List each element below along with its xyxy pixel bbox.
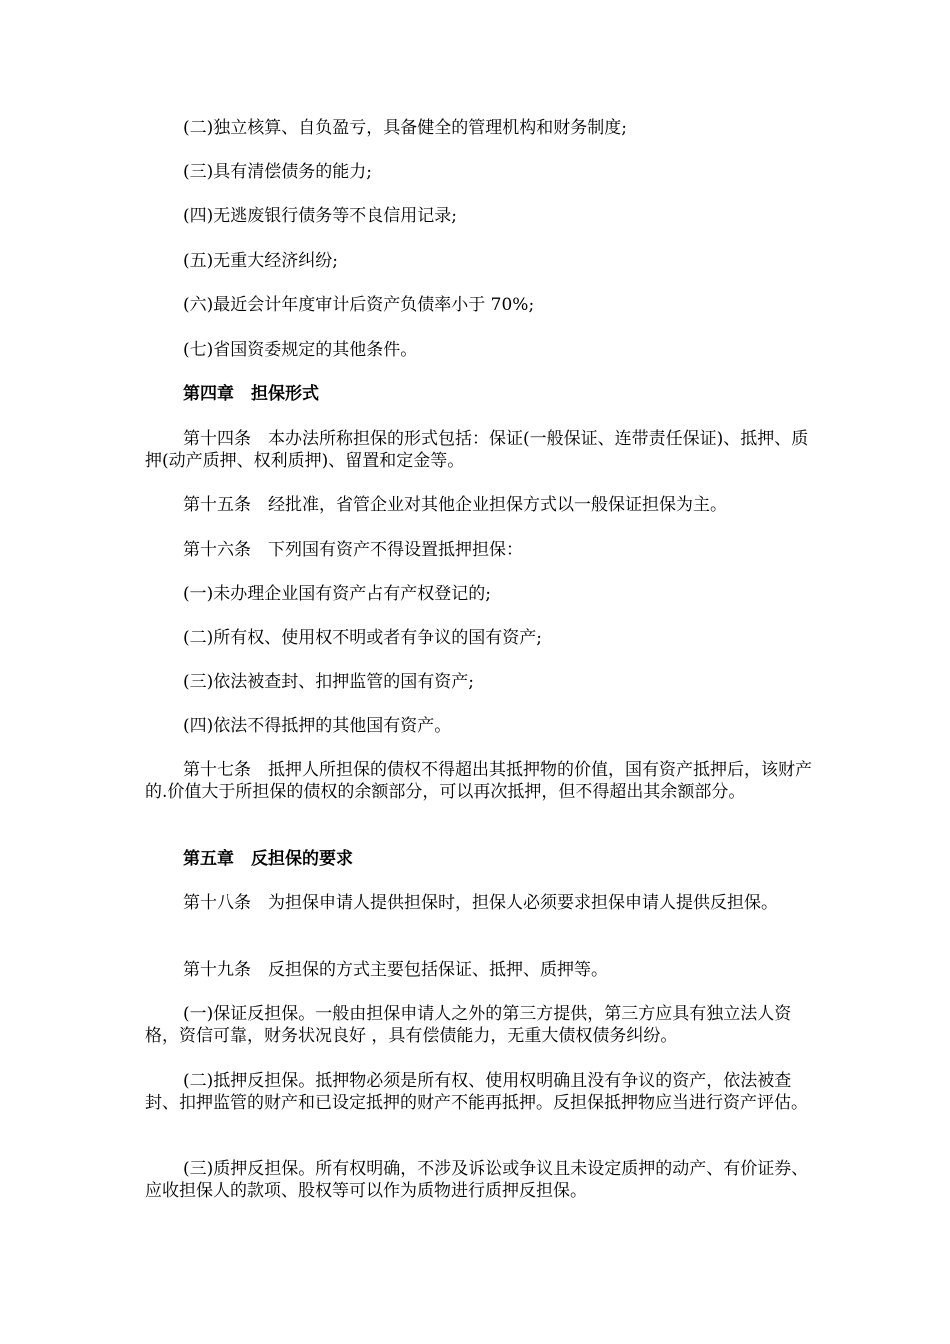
article-16-item-1: (一)未办理企业国有资产占有产权登记的; <box>183 584 491 604</box>
clause-6: (六)最近会计年度审计后资产负债率小于 70%; <box>183 295 535 315</box>
clause-4: (四)无逃废银行债务等不良信用记录; <box>183 206 457 226</box>
clause-5: (五)无重大经济纠纷; <box>183 251 338 271</box>
article-16-item-3: (三)依法被查封、扣押监管的国有资产; <box>183 672 474 692</box>
chapter-5-heading: 第五章 反担保的要求 <box>183 849 353 869</box>
article-19-item-1: (一)保证反担保。一般由担保申请人之外的第三方提供，第三方应具有独立法人资格，资信可靠，财务状况良好 ，具有偿债能力，无重大债权债务纠纷。 <box>145 1004 792 1046</box>
article-19: 第十九条 反担保的方式主要包括保证、抵押、质押等。 <box>183 960 608 980</box>
article-14: 第十四条 本办法所称担保的形式包括：保证(一般保证、连带责任保证)、抵押、质押(动产质押、权利质押)、留置和定金等。 <box>145 429 809 471</box>
article-19-item-3: (三)质押反担保。所有权明确，不涉及诉讼或争议且未设定质押的动产、有价证券、应收担保人的款项、股权等可以作为质物进行质押反担保。 <box>145 1159 809 1201</box>
clause-3: (三)具有清偿债务的能力; <box>183 162 372 182</box>
article-16: 第十六条 下列国有资产不得设置抵押担保： <box>183 540 523 560</box>
article-16-item-2: (二)所有权、使用权不明或者有争议的国有资产; <box>183 628 542 648</box>
article-17: 第十七条 抵押人所担保的债权不得超出其抵押物的价值，国有资产抵押后，该财产的.价值大于所担保的债权的余额部分，可以再次抵押，但不得超出其余额部分。 <box>145 760 812 802</box>
article-19-item-2: (二)抵押反担保。抵押物必须是所有权、使用权明确且没有争议的资产，依法被查封、扣押监管的财产和已设定抵押的财产不能再抵押。反担保抵押物应当进行资产评估。 <box>145 1071 808 1113</box>
chapter-4-heading: 第四章 担保形式 <box>183 384 319 404</box>
article-16-item-4: (四)依法不得抵押的其他国有资产。 <box>183 716 452 736</box>
clause-7: (七)省国资委规定的其他条件。 <box>183 340 418 360</box>
clause-2: (二)独立核算、自负盈亏，具备健全的管理机构和财务制度; <box>183 118 627 138</box>
article-18: 第十八条 为担保申请人提供担保时，担保人必须要求担保申请人提供反担保。 <box>183 893 778 913</box>
article-15: 第十五条 经批准，省管企业对其他企业担保方式以一般保证担保为主。 <box>183 495 727 515</box>
